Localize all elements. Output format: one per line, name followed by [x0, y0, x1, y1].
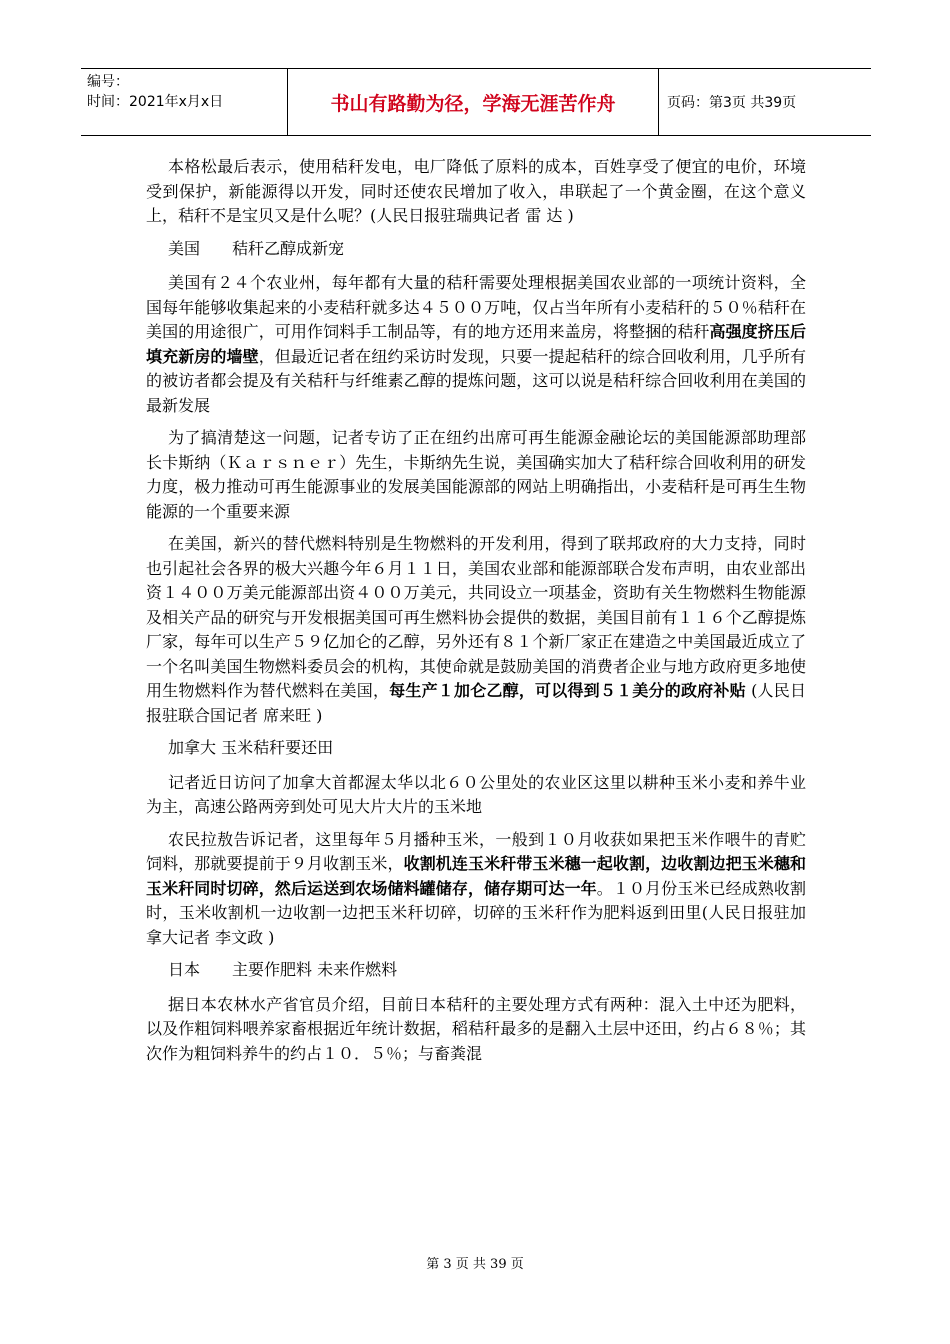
paragraph: 为了搞清楚这一问题，记者专访了正在纽约出席可再生能源金融论坛的美国能源部助理部长卡斯纳（Ｋａｒｓｎｅｒ）先生，卡斯纳先生说，美国确实加大了秸秆综合回收利用的研发力度，极力推动可再生能源事业的发展美国能源部的网站上明确指出，小麦秸秆是可再生生物能源的一个重要来源	[146, 428, 806, 521]
section-heading-usa: 美国 秸秆乙醇成新宠	[168, 238, 345, 258]
header-motto: 书山有路勤为径，学海无涯苦作舟	[287, 69, 659, 135]
paragraph: 据日本农林水产省官员介绍，目前日本秸秆的主要处理方式有两种：混入土中还为肥料，以及作粗饲料喂养家畜根据近年统计数据，稻秸秆最多的是翻入土层中还田，约占６８％；其次作为粗饲料养牛的约占１０．５％；与畜粪混	[146, 994, 806, 1063]
section-heading-canada: 加拿大 玉米秸秆要还田	[168, 738, 334, 757]
paragraph: 美国有２４个农业州，每年都有大量的秸秆需要处理根据美国农业部的一项统计资料，全国每年能够收集起来的小麦秸秆就多达４５００万吨，仅占当年所有小麦秸秆的５０％秸秆在美国的用途很广，可用作饲料手工制品等，有的地方还用来盖房，将整捆的秸秆高强度挤压后填充新房的墙壁，但最近记者在纽约采访时发现，只要一提起秸秆的综合回收利用，几乎所有的被访者都会提及有关秸秆与纤维素乙醇的提炼问题，这可以说是秸秆综合回收利用在美国的最新发展	[146, 273, 806, 415]
bold-phrase: 收割机连玉米秆带玉米穗一起收割，边收割边把玉米穗和玉米秆同时切碎，然后运送到农场储料罐储存，储存期可达一年	[146, 854, 806, 898]
paragraph: 记者近日访问了加拿大首都渥太华以北６０公里处的农业区这里以耕种玉米小麦和养牛业为主，高速公路两旁到处可见大片大片的玉米地	[146, 772, 806, 816]
document-number: 编号：	[87, 74, 129, 90]
paragraph: 在美国，新兴的替代燃料特别是生物燃料的开发利用，得到了联邦政府的大力支持，同时也引起社会各界的极大兴趣今年６月１１日，美国农业部和能源部联合发布声明，由农业部出资１４００万美元能源部出资４００万美元，共同设立一项基金，资助有关生物燃料生物能源及相关产品的研究与开发根据美国可再生燃料协会提供的数据，美国目前有１１６个乙醇提炼厂家，每年可以生产５９亿加仑的乙醇，另外还有８１个新厂家正在建造之中美国最近成立了一个名叫美国生物燃料委员会的机构，其使命就是鼓励美国的消费者企业与地方政府更多地使用生物燃料作为替代燃料在美国，每生产１加仑乙醇，可以得到５１美分的政府补贴 (人民日报驻联合国记者 席来旺 )	[146, 534, 806, 725]
document-body	[146, 155, 806, 1074]
bold-phrase: 高强度挤压后填充新房的墙壁	[146, 322, 806, 366]
header-page-number: 页码：第3页 共39页	[667, 95, 797, 111]
section-heading-japan: 日本 主要作肥料 未来作燃料	[168, 960, 398, 979]
bold-phrase: 每生产１加仑乙醇，可以得到５１美分的政府补贴	[389, 681, 746, 700]
header-meta	[81, 69, 287, 135]
page-header	[81, 68, 871, 136]
paragraph: 本格松最后表示，使用秸秆发电，电厂降低了原料的成本，百姓享受了便宜的电价，环境受到保护，新能源得以开发，同时还使农民增加了收入，串联起了一个黄金圈，在这个意义上，秸秆不是宝贝又是什么呢？(人民日报驻瑞典记者 雷 达 )	[146, 157, 806, 225]
document-date: 时间：2021年x月x日	[87, 94, 224, 110]
page-footer: 第 3 页 共 39 页	[426, 1257, 524, 1272]
paragraph: 农民拉敖告诉记者，这里每年５月播种玉米，一般到１０月收获如果把玉米作喂牛的青贮饲料，那就要提前于９月收割玉米，收割机连玉米秆带玉米穗一起收割，边收割边把玉米穗和玉米秆同时切碎，然后运送到农场储料罐储存，储存期可达一年。１０月份玉米已经成熟收割时，玉米收割机一边收割一边把玉米秆切碎，切碎的玉米秆作为肥料返到田里(人民日报驻加拿大记者 李文政 )	[146, 829, 806, 947]
